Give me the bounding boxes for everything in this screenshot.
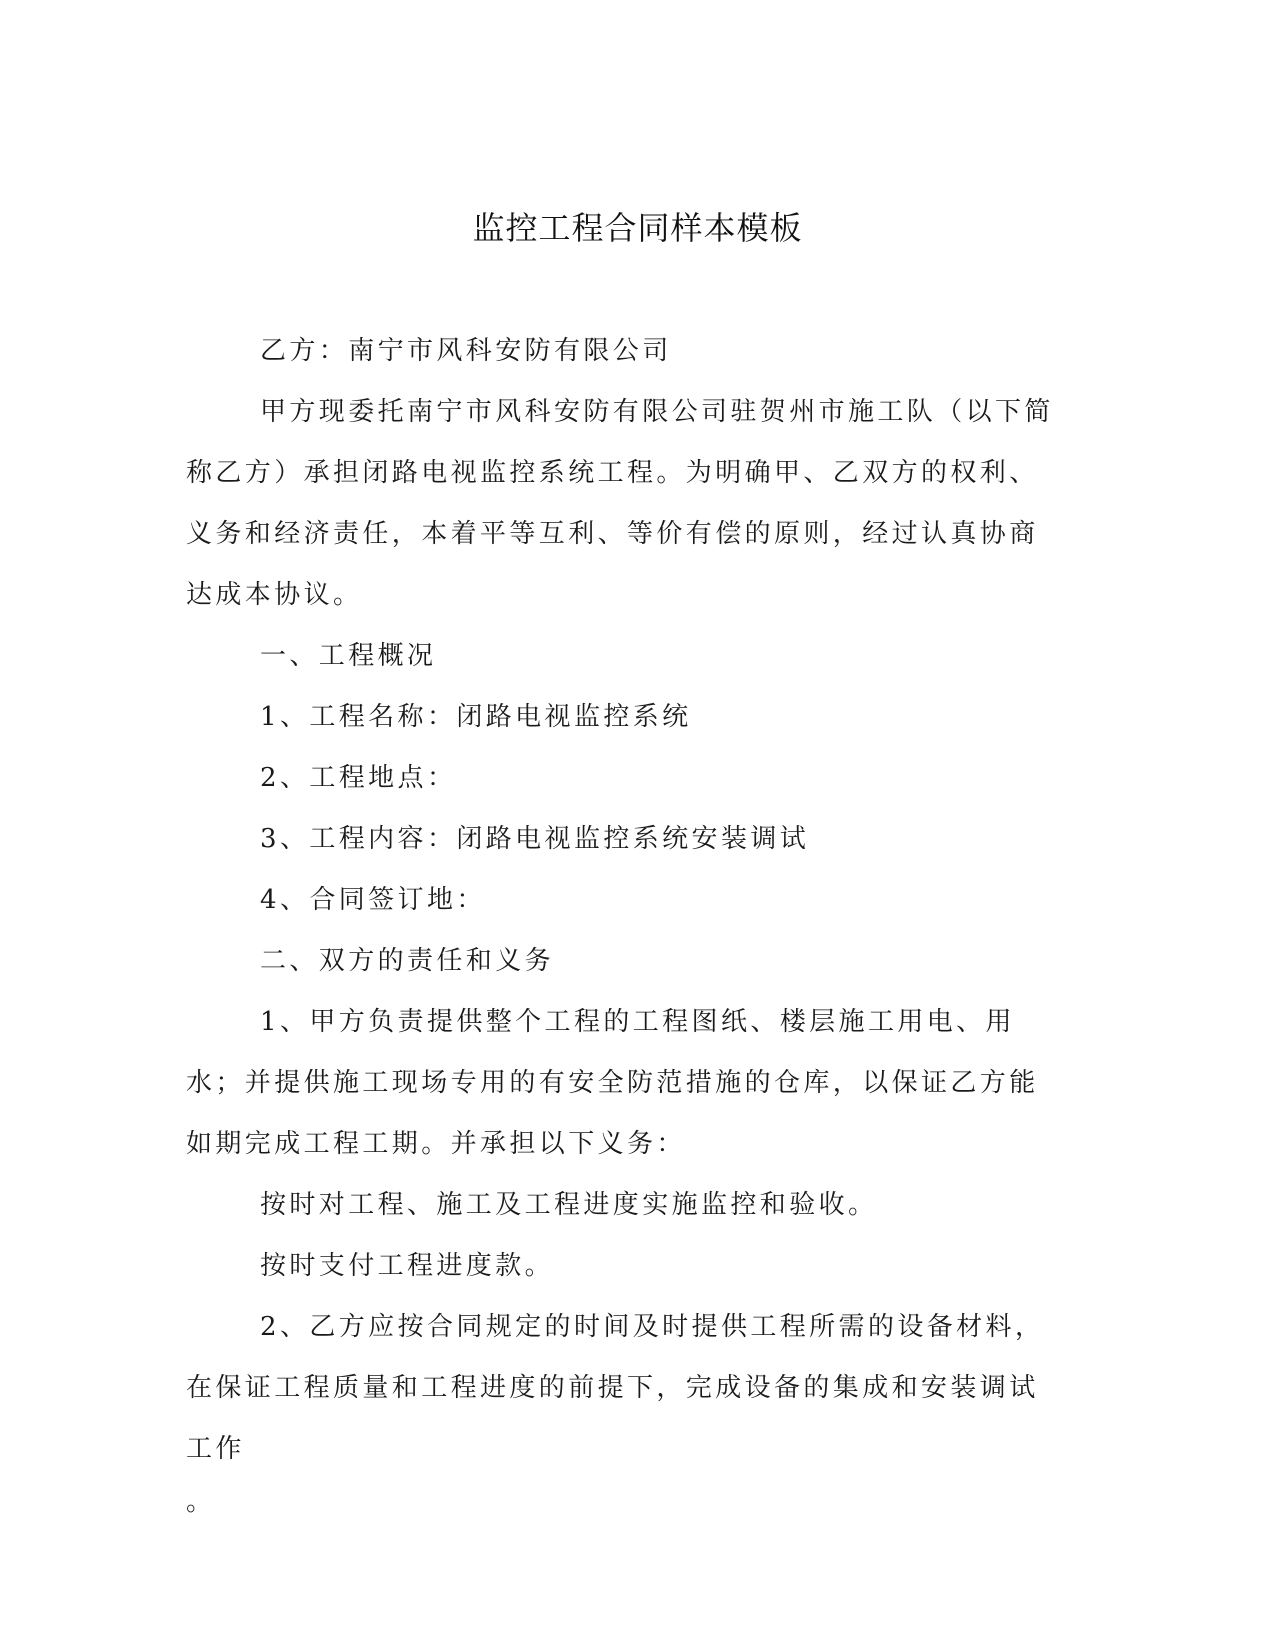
document-body [186, 321, 1066, 1533]
section-heading-responsibilities: 二、双方的责任和义务 [260, 946, 555, 976]
party-a-duty-paragraph: 1、甲方负责提供整个工程的工程图纸、楼层施工用电、用水；并提供施工现场专用的有安全防范措施的仓库，以保证乙方能如期完成工程工期。并承担以下义务： [186, 1007, 1039, 1159]
trailing-period: 。 [186, 1487, 216, 1517]
project-location-item: 2、工程地点： [260, 763, 457, 793]
signing-place-item: 4、合同签订地： [260, 885, 486, 915]
project-content-item: 3、工程内容：闭路电视监控系统安装调试 [260, 824, 810, 854]
intro-paragraph: 甲方现委托南宁市风科安防有限公司驻贺州市施工队（以下简称乙方）承担闭路电视监控系统工程。为明确甲、乙双方的权利、义务和经济责任，本着平等互利、等价有偿的原则，经过认真协商达成本协议。 [186, 397, 1054, 610]
party-b-duty-paragraph: 2、乙方应按合同规定的时间及时提供工程所需的设备材料，在保证工程质量和工程进度的前提下，完成设备的集成和安装调试工作 [186, 1312, 1045, 1464]
section-heading-project-overview: 一、工程概况 [260, 641, 437, 671]
party-a-duty-payment: 按时支付工程进度款。 [260, 1251, 555, 1281]
party-b-line: 乙方：南宁市风科安防有限公司 [260, 336, 672, 366]
party-a-duty-inspection: 按时对工程、施工及工程进度实施监控和验收。 [260, 1190, 878, 1220]
document-title: 监控工程合同样本模板 [472, 209, 803, 247]
project-name-item: 1、工程名称：闭路电视监控系统 [260, 702, 692, 732]
